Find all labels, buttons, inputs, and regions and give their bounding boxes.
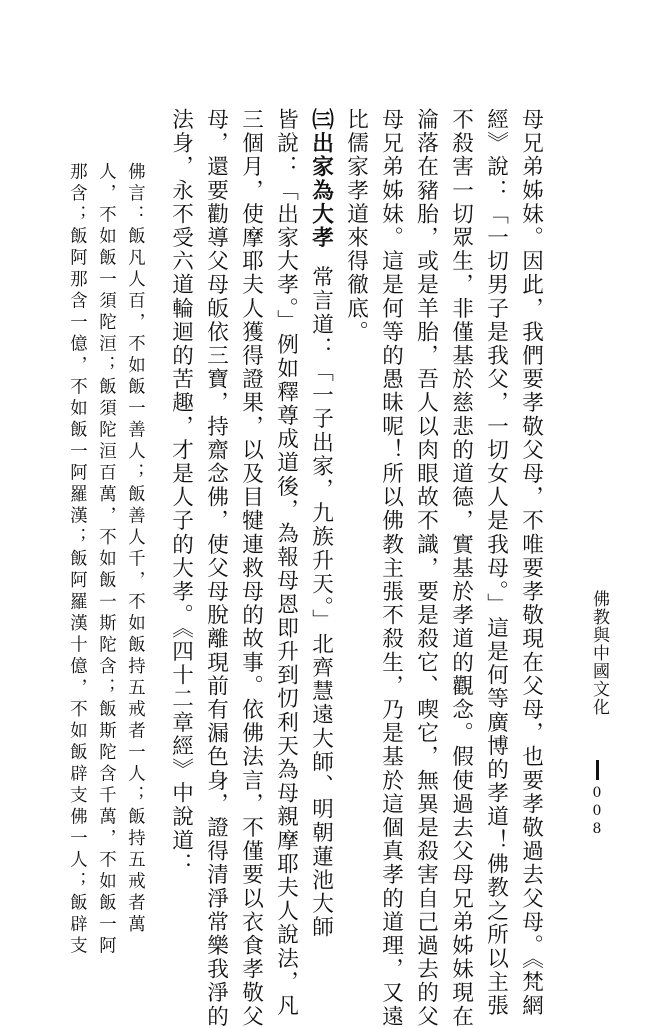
body-column-1: 母兄弟姊妹。因此，我們要孝敬父母，不唯要孝敬現在父母，也要孝敬過去父母。《梵網: [518, 108, 544, 1018]
page-number: 008: [589, 785, 605, 839]
section-column-3: 母，還要勸導父母皈依三寶，持齋念佛，使父母脫離現前有漏色身，證得清淨常樂我淨的: [203, 108, 229, 1028]
section-column-1: 皆說：「出家大孝。」例如釋尊成道後，為報母恩即升到忉利天為母親摩耶夫人說法，凡: [273, 108, 299, 1018]
body-column-3: 不殺害一切眾生，非僅基於慈悲的道德，實基於孝道的觀念。假使過去父母兄弟姊妹現在: [448, 108, 474, 1028]
body-column-2: 經》說：「一切男子是我父，一切女人是我母。」這是何等廣博的孝道！佛教之所以主張: [483, 108, 509, 1018]
quote-column-3: 那含；飯阿那含一億，不如飯一阿羅漢；飯阿羅漢十億，不如飯辟支佛一人；飯辟支: [66, 162, 87, 958]
section-column-4: 法身，永不受六道輪迴的苦趣，才是人子的大孝。《四十二章經》中說道：: [168, 108, 194, 876]
header-rule: [596, 760, 599, 780]
quote-column-1: 佛言：飯凡人百，不如飯一善人；飯善人千，不如飯持五戒者一人；飯持五戒者萬: [124, 162, 145, 936]
body-column-5: 母兄弟姊妹。這是何等的愚昧呢！所以佛教主張不殺生，乃是基於這個真孝的道理，又遠: [378, 108, 404, 1028]
section-heading-column: [310, 108, 332, 939]
quote-column-2: 人，不如飯一須陀洹；飯須陀洹百萬，不如飯一斯陀含；飯斯陀含千萬，不如飯一阿: [95, 162, 116, 958]
body-column-4: 淪落在豬胎，或是羊胎，吾人以肉眼故不識，要是殺它、喫它，無異是殺害自己過去的父: [413, 108, 439, 1028]
body-column-6: 比儒家孝道來得徹底。: [343, 108, 369, 344]
section-column-2: 三個月，使摩耶夫人獲得證果，以及目犍連救母的故事。依佛法言，不僅要以衣食孝敬父: [238, 108, 264, 1028]
section-heading: ㈢出家為大孝: [308, 108, 334, 250]
running-head: 佛教與中國文化: [589, 590, 609, 716]
section-lead-text: 常言道：「一子出家，九族升天。」北齊慧遠大師、明朝蓮池大師: [308, 265, 334, 940]
